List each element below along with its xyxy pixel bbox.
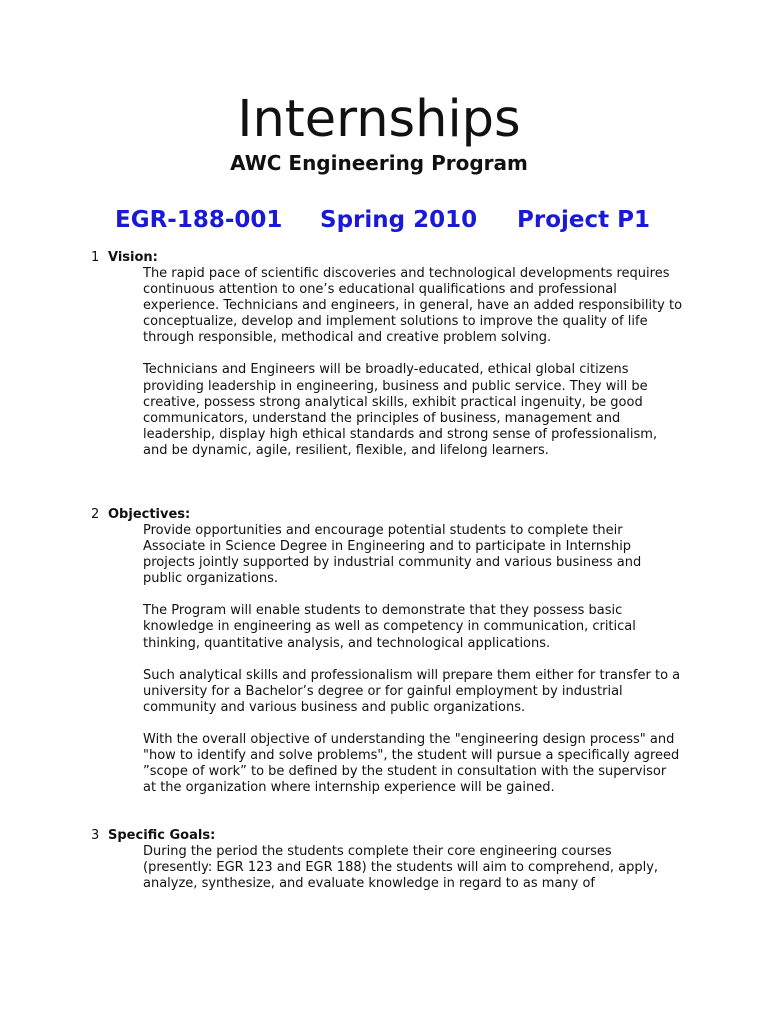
- section-heading: [91, 507, 190, 523]
- section-body: [143, 523, 683, 796]
- course-term: Spring 2010: [320, 207, 478, 233]
- paragraph: The rapid pace of scientific discoveries and technological developments requires continuous attention to one’s educational qualifications and professional experience. Technicians and engineers, in general, have an added responsibility to conceptualize, develop and implement solutions to improve the quality of life through responsible, methodical and creative problem solving.: [143, 266, 683, 346]
- section-body: [143, 844, 683, 892]
- paragraph: During the period the students complete their core engineering courses (presently: EGR 123 and EGR 188) the students will aim to comprehend, apply, analyze, synthesize, and evaluate knowledge in regard to as many of: [143, 844, 659, 892]
- section-number: 2: [91, 507, 100, 522]
- section-body: [143, 266, 683, 459]
- program-subtitle: AWC Engineering Program: [230, 151, 528, 175]
- course-info-line: [0, 204, 768, 236]
- section-title: Vision:: [108, 250, 158, 265]
- course-project: Project P1: [517, 207, 650, 233]
- paragraph: Provide opportunities and encourage potential students to complete their Associate in Science Degree in Engineering and to participate in Internship projects jointly supported by industrial community and various business and public organizations.: [143, 523, 642, 587]
- paragraph: With the overall objective of understanding the "engineering design process" and "how to identify and solve problems", the student will pursue a specifically agreed ”scope of work” to be defined by the student in consultation with the supervisor at the organization where internship experience will be gained.: [143, 731, 680, 796]
- course-code: EGR-188-001: [115, 207, 283, 233]
- section-number: 1: [91, 250, 100, 265]
- section-heading: [91, 828, 215, 844]
- section-title: Objectives:: [108, 507, 191, 522]
- section-number: 3: [91, 828, 100, 843]
- document-title: Internships: [237, 90, 521, 149]
- section-heading: [91, 250, 158, 266]
- paragraph: Such analytical skills and professionalism will prepare them either for transfer to a university for a Bachelor’s degree or for gainful employment by industrial community and various business and public organizations.: [143, 667, 681, 715]
- paragraph: Technicians and Engineers will be broadly-educated, ethical global citizens providing leadership in engineering, business and public service. They will be creative, possess strong analytical skills, exhibit practical ingenuity, be good communicators, understand the principles of business, management and leadership, display high ethical standards and strong sense of professionalism, and be dynamic, agile, resilient, flexible, and lifelong learners.: [143, 362, 658, 458]
- paragraph: The Program will enable students to demonstrate that they possess basic knowledge in engineering as well as competency in communication, critical thinking, quantitative analysis, and technological applications.: [143, 603, 636, 651]
- section-title: Specific Goals:: [108, 828, 216, 843]
